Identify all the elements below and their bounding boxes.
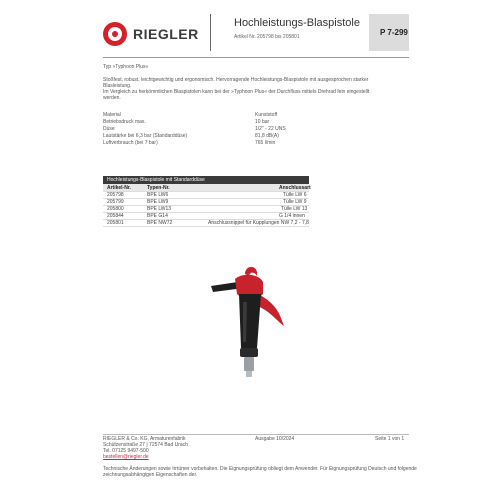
table-row-divider — [103, 205, 309, 206]
spec-label: Material — [103, 112, 121, 118]
air-blow-gun-image — [205, 262, 295, 382]
table-row-divider — [103, 198, 309, 199]
brand-logo — [103, 22, 199, 46]
riegler-logo-icon — [103, 22, 127, 46]
spec-value: 765 l/min — [255, 140, 276, 146]
table-cell-type: BPE LW6 — [147, 192, 169, 198]
table-cell-connection: Tülle LW 6 — [283, 192, 307, 198]
flow-adjustment-wheel — [240, 348, 258, 357]
description-line-4: werden. — [103, 95, 121, 101]
table-cell-type: BPE G14 — [147, 213, 168, 219]
footer-rule — [103, 434, 409, 435]
column-header-connection: Anschlussart — [279, 185, 311, 191]
article-range: Artikel Nr. 205798 bis 205801 — [234, 34, 300, 40]
footer-email-link[interactable]: bestellen@riegler.de — [103, 454, 149, 460]
footer-date: Ausgabe 10/2024 — [255, 436, 295, 442]
spec-value: 81,8 dB(A) — [255, 133, 279, 139]
header-divider — [210, 14, 211, 51]
footer-address: Schützenstraße 27 | 72574 Bad Urach — [103, 442, 188, 448]
spec-label: Düse — [103, 126, 115, 132]
footer-disclaimer-2: zeichnungsabhängigen Eigenschaften der. — [103, 472, 198, 478]
footer-disclaimer-1: Technische Änderungen sowie Irrtümer vorbehalten. Die Eignungsprüfung obliegt dem Anwender. Für Eignungsprüfung Deutsch und folgende — [103, 466, 417, 472]
catalog-code: P 7-299 — [380, 28, 408, 37]
table-cell-article: 205844 — [107, 213, 124, 219]
type-line: Typ »Typhoon Plus« — [103, 64, 149, 70]
table-cell-article: 205799 — [107, 199, 124, 205]
table-cell-connection: Anschlussnippel für Kupplungen NW 7,2 - 7,8 — [208, 220, 309, 226]
spec-label: Betriebsdruck max. — [103, 119, 146, 125]
table-cell-connection: G 1/4 innen — [279, 213, 305, 219]
table-cell-article: 205801 — [107, 220, 124, 226]
metal-connector — [244, 357, 254, 371]
footer-phone: Tel. 07125 9497-500 — [103, 448, 149, 454]
table-row-divider — [103, 191, 309, 192]
table-cell-type: BPE LW13 — [147, 206, 172, 212]
column-header-article: Artikel-Nr. — [107, 185, 131, 191]
spec-label: Luftverbrauch (bei 7 bar) — [103, 140, 158, 146]
table-cell-type: BPE NW72 — [147, 220, 173, 226]
description-line-1: Stoßfest, robust, leichtgewichtig und ergonomisch. Hervorragende Hochleistungs-Blaspistole mit ausgesprochen starker — [103, 77, 369, 83]
header-rule — [103, 57, 409, 58]
table-cell-article: 205800 — [107, 206, 124, 212]
table-row-divider — [103, 226, 309, 227]
footer-page-number: Seite 1 von 1 — [375, 436, 405, 442]
spec-value: 1/2" - 22 UNS — [255, 126, 286, 132]
spec-value: Kunststoff — [255, 112, 278, 118]
table-title: Hochleistungs-Blaspistole mit Standarddüse — [107, 177, 205, 183]
column-header-type: Typen-Nr. — [147, 185, 170, 191]
description-line-2: Blasleistung. — [103, 83, 132, 89]
description-line-3: Im Vergleich zu herkömmlichen Blaspistolen kann bei der »Typhoon Plus« der Durchfluss mittels Drehrad fein eingestellt — [103, 89, 370, 95]
connector-tip — [246, 371, 252, 377]
hanging-hook — [245, 267, 257, 276]
table-cell-connection: Tülle LW 13 — [281, 206, 308, 212]
gun-handle — [239, 294, 261, 348]
brand-name: RIEGLER — [133, 26, 199, 42]
document-title: Hochleistungs-Blaspistole — [234, 17, 360, 29]
footer-company: RIEGLER & Co. KG, Armaturenfabrik — [103, 436, 186, 442]
spec-label: Lautstärke bei 6,3 bar (Standarddüse) — [103, 133, 188, 139]
spec-value: 10 bar — [255, 119, 270, 125]
table-cell-article: 205798 — [107, 192, 124, 198]
table-cell-type: BPE LW9 — [147, 199, 169, 205]
table-cell-connection: Tülle LW 9 — [283, 199, 307, 205]
